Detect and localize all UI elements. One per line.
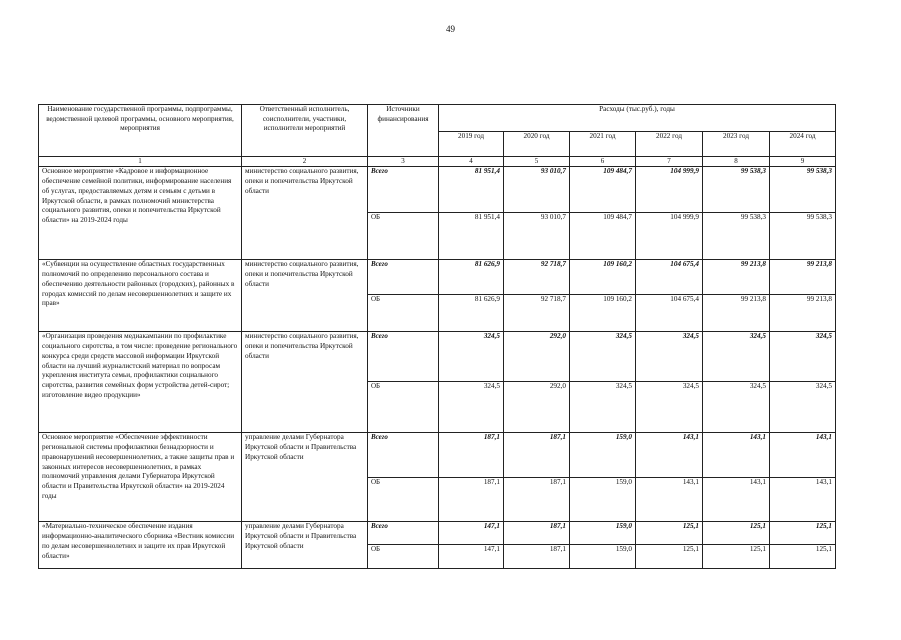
col-number: 9: [770, 157, 836, 167]
source-total-label: Всего: [368, 433, 439, 478]
total-value: 104 999,9: [636, 167, 703, 213]
row-responsible: министерство социального развития, опеки и попечительства Иркутской области: [242, 332, 368, 433]
col-number: 5: [504, 157, 570, 167]
row-name: Основное мероприятие «Обеспечение эффективности региональной системы профилактики безнадзорности и правонарушений несовершеннолетних, а также защиты прав и законных интересов несовершеннолетних, в рамках полномочий управления делами Губернатора Иркутской области и Правительства Иркутской области» на 2019-2024 годы: [39, 433, 242, 522]
ob-value: 159,0: [570, 545, 636, 569]
header-year: 2021 год: [570, 132, 636, 157]
ob-value: 159,0: [570, 478, 636, 522]
total-value: 187,1: [439, 433, 504, 478]
ob-value: 324,5: [570, 382, 636, 433]
ob-value: 99 213,8: [703, 295, 770, 332]
ob-value: 104 675,4: [636, 295, 703, 332]
ob-value: 187,1: [439, 478, 504, 522]
row-responsible: министерство социального развития, опеки и попечительства Иркутской области: [242, 260, 368, 332]
col-number: 1: [39, 157, 242, 167]
total-value: 81 626,9: [439, 260, 504, 295]
row-name: «Материально-техническое обеспечение издания информационно-аналитического сборника «Вестник комиссии по делам несовершеннолетних и защите их прав Иркутской области»: [39, 522, 242, 569]
total-value: 143,1: [770, 433, 836, 478]
ob-value: 81 951,4: [439, 213, 504, 260]
ob-value: 125,1: [703, 545, 770, 569]
ob-value: 187,1: [504, 545, 570, 569]
ob-value: 99 213,8: [770, 295, 836, 332]
header-expenses: Расходы (тыс.руб.), годы: [439, 105, 836, 132]
ob-value: 93 010,7: [504, 213, 570, 260]
ob-value: 324,5: [703, 382, 770, 433]
header-year: 2022 год: [636, 132, 703, 157]
total-value: 125,1: [636, 522, 703, 545]
total-value: 81 951,4: [439, 167, 504, 213]
total-value: 143,1: [703, 433, 770, 478]
row-name: Основное мероприятие «Кадровое и информационное обеспечение семейной политики, информирование населения об услугах, предоставляемых детям и семьям с детьми в Иркутской области, в рамках полномочий министерства социального развития, опеки и попечительства Иркутской области» на 2019-2024 годы: [39, 167, 242, 260]
total-value: 187,1: [504, 522, 570, 545]
total-value: 292,0: [504, 332, 570, 382]
ob-value: 92 718,7: [504, 295, 570, 332]
source-ob-label: ОБ: [368, 382, 439, 433]
source-total-label: Всего: [368, 522, 439, 545]
source-ob-label: ОБ: [368, 295, 439, 332]
col-number: 6: [570, 157, 636, 167]
expenses-table: [38, 104, 836, 569]
source-ob-label: ОБ: [368, 213, 439, 260]
ob-value: 99 538,3: [770, 213, 836, 260]
header-year: 2023 год: [703, 132, 770, 157]
ob-value: 147,1: [439, 545, 504, 569]
total-value: 104 675,4: [636, 260, 703, 295]
source-total-label: Всего: [368, 332, 439, 382]
total-value: 324,5: [636, 332, 703, 382]
total-value: 109 160,2: [570, 260, 636, 295]
ob-value: 99 538,3: [703, 213, 770, 260]
col-number: 2: [242, 157, 368, 167]
header-year: 2020 год: [504, 132, 570, 157]
col-number: 8: [703, 157, 770, 167]
header-year: 2019 год: [439, 132, 504, 157]
page-number: 49: [446, 24, 455, 34]
ob-value: 125,1: [636, 545, 703, 569]
ob-value: 143,1: [770, 478, 836, 522]
total-value: 159,0: [570, 433, 636, 478]
total-value: 324,5: [570, 332, 636, 382]
col-number: 7: [636, 157, 703, 167]
ob-value: 143,1: [636, 478, 703, 522]
total-value: 324,5: [703, 332, 770, 382]
ob-value: 324,5: [770, 382, 836, 433]
ob-value: 324,5: [636, 382, 703, 433]
ob-value: 104 999,9: [636, 213, 703, 260]
row-name: «Организация проведения медиакампании по профилактике социального сиротства, в том числе: проведение регионального конкурса среди средств массовой информации Иркутской области на лучший журналистский материал по вопросам укрепления института семьи, профилактики социального сиротства, развития семейных форм устройства детей-сирот; изготовление видео продукции»: [39, 332, 242, 433]
total-value: 99 538,3: [770, 167, 836, 213]
row-responsible: управление делами Губернатора Иркутской области и Правительства Иркутской области: [242, 433, 368, 522]
ob-value: 109 484,7: [570, 213, 636, 260]
source-total-label: Всего: [368, 260, 439, 295]
total-value: 109 484,7: [570, 167, 636, 213]
header-name: Наименование государственной программы, подпрограммы, ведомственной целевой программы, основного мероприятия, мероприятия: [39, 105, 242, 157]
total-value: 324,5: [439, 332, 504, 382]
total-value: 324,5: [770, 332, 836, 382]
total-value: 99 213,8: [770, 260, 836, 295]
total-value: 92 718,7: [504, 260, 570, 295]
total-value: 159,0: [570, 522, 636, 545]
header-source: Источники финансирования: [368, 105, 439, 157]
ob-value: 187,1: [504, 478, 570, 522]
ob-value: 324,5: [439, 382, 504, 433]
row-responsible: министерство социального развития, опеки и попечительства Иркутской области: [242, 167, 368, 260]
total-value: 147,1: [439, 522, 504, 545]
total-value: 99 213,8: [703, 260, 770, 295]
ob-value: 292,0: [504, 382, 570, 433]
ob-value: 109 160,2: [570, 295, 636, 332]
total-value: 99 538,3: [703, 167, 770, 213]
source-total-label: Всего: [368, 167, 439, 213]
total-value: 125,1: [770, 522, 836, 545]
total-value: 143,1: [636, 433, 703, 478]
total-value: 187,1: [504, 433, 570, 478]
total-value: 125,1: [703, 522, 770, 545]
header-year: 2024 год: [770, 132, 836, 157]
source-ob-label: ОБ: [368, 545, 439, 569]
row-responsible: управление делами Губернатора Иркутской области и Правительства Иркутской области: [242, 522, 368, 569]
source-ob-label: ОБ: [368, 478, 439, 522]
ob-value: 143,1: [703, 478, 770, 522]
ob-value: 81 626,9: [439, 295, 504, 332]
ob-value: 125,1: [770, 545, 836, 569]
header-responsible: Ответственный исполнитель, соисполнители, участники, исполнители мероприятий: [242, 105, 368, 157]
total-value: 93 010,7: [504, 167, 570, 213]
row-name: «Субвенции на осуществление областных государственных полномочий по определению персонального состава и обеспечению деятельности районных (городских), районных в городах комиссий по делам несовершеннолетних и защите их прав»: [39, 260, 242, 332]
col-number: 4: [439, 157, 504, 167]
col-number: 3: [368, 157, 439, 167]
